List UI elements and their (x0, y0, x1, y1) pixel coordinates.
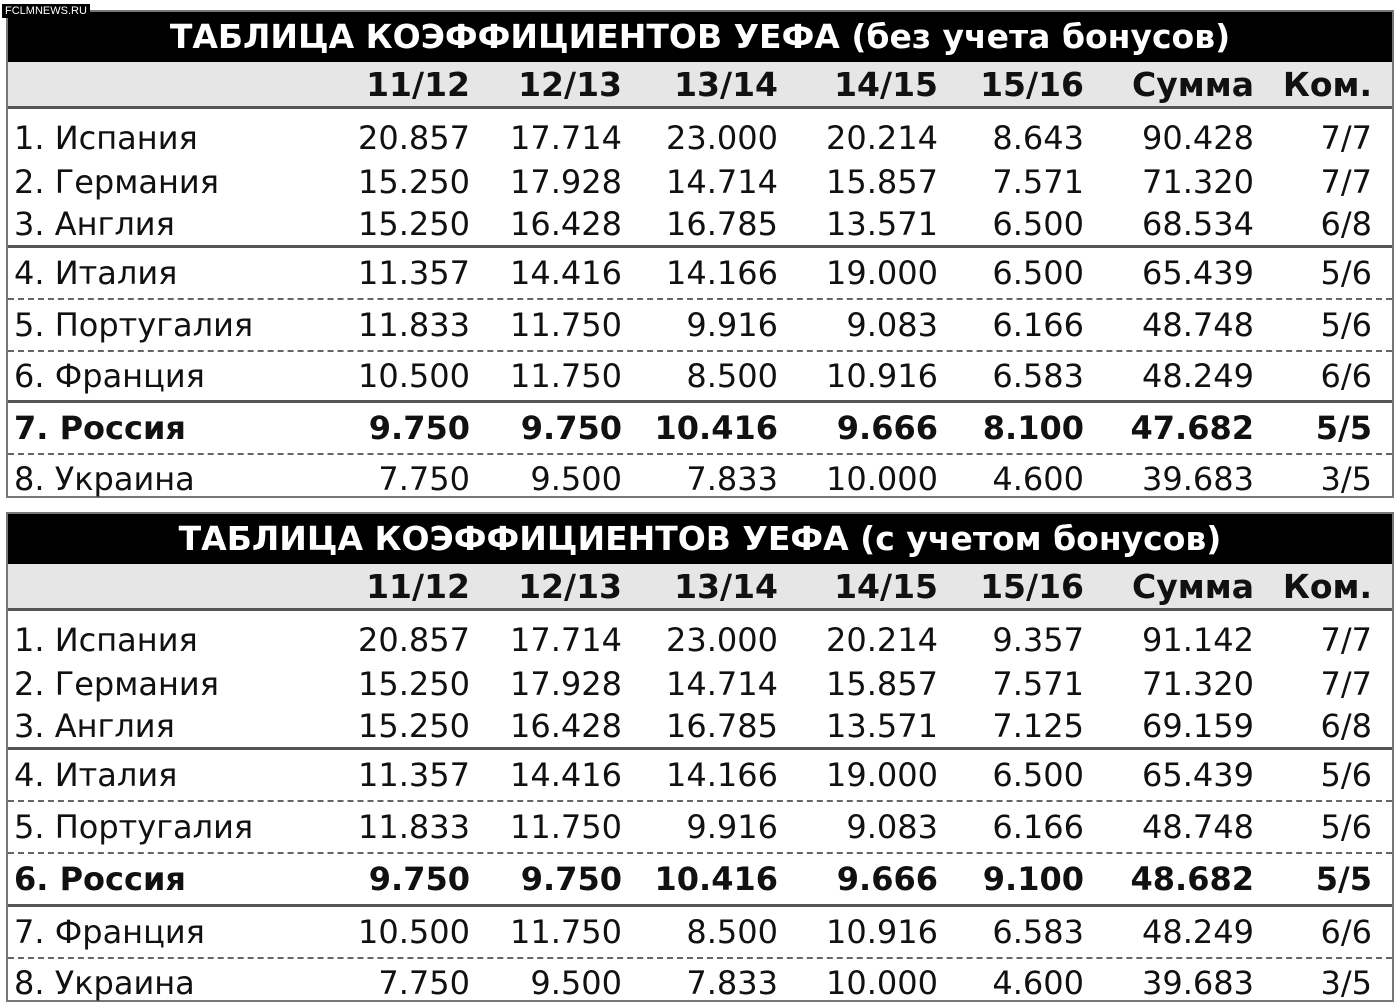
table-row (8, 800, 1392, 852)
cell-season-14-15: 10.916 (826, 913, 938, 951)
cell-season-12-13: 11.750 (510, 306, 622, 344)
row-country-name: 2. Германия (14, 665, 219, 703)
cell-season-12-13: 9.500 (530, 964, 622, 1002)
cell-season-12-13: 11.750 (510, 357, 622, 395)
table-header-row (8, 62, 1392, 109)
cell-total: 71.320 (1142, 163, 1254, 201)
cell-season-15-16: 9.357 (992, 621, 1084, 659)
cell-season-11-12: 15.250 (358, 665, 470, 703)
table-row (8, 852, 1392, 904)
cell-teams: 3/5 (1320, 460, 1372, 498)
cell-season-14-15: 9.083 (846, 808, 938, 846)
table-row (8, 957, 1392, 1007)
row-country-name: 1. Испания (14, 621, 198, 659)
cell-season-13-14: 23.000 (666, 621, 778, 659)
table-row (8, 611, 1392, 663)
cell-season-14-15: 10.000 (826, 964, 938, 1002)
column-header-season-12-13: 12/13 (518, 566, 622, 606)
cell-season-14-15: 9.083 (846, 306, 938, 344)
cell-season-14-15: 13.571 (826, 707, 938, 745)
cell-teams: 5/5 (1315, 860, 1372, 898)
watermark: FCLMNEWS.RU (2, 4, 90, 18)
column-header-season-12-13: 12/13 (518, 64, 622, 104)
cell-teams: 7/7 (1320, 163, 1372, 201)
row-country-name: 5. Португалия (14, 808, 254, 846)
cell-season-12-13: 9.500 (530, 460, 622, 498)
column-header-total: Сумма (1132, 64, 1254, 104)
cell-season-11-12: 7.750 (378, 964, 470, 1002)
cell-season-12-13: 14.416 (510, 756, 622, 794)
cell-season-15-16: 4.600 (992, 964, 1084, 1002)
cell-season-15-16: 8.100 (982, 409, 1084, 447)
cell-season-11-12: 11.833 (358, 808, 470, 846)
row-country-name: 8. Украина (14, 460, 195, 498)
cell-season-12-13: 11.750 (510, 913, 622, 951)
cell-season-13-14: 16.785 (666, 205, 778, 243)
cell-season-11-12: 9.750 (368, 409, 470, 447)
cell-season-11-12: 20.857 (358, 119, 470, 157)
cell-season-12-13: 16.428 (510, 707, 622, 745)
cell-season-15-16: 6.500 (992, 756, 1084, 794)
cell-total: 48.748 (1142, 306, 1254, 344)
cell-season-13-14: 14.166 (666, 756, 778, 794)
row-country-name: 4. Италия (14, 254, 178, 292)
cell-total: 47.682 (1130, 409, 1254, 447)
cell-season-14-15: 9.666 (836, 409, 938, 447)
cell-season-11-12: 7.750 (378, 460, 470, 498)
table-row (8, 245, 1392, 298)
table-title: ТАБЛИЦА КОЭФФИЦИЕНТОВ УЕФА (с учетом бонусов) (8, 514, 1392, 564)
cell-season-14-15: 13.571 (826, 205, 938, 243)
cell-season-14-15: 10.000 (826, 460, 938, 498)
cell-season-12-13: 17.714 (510, 621, 622, 659)
cell-season-12-13: 17.928 (510, 665, 622, 703)
cell-season-13-14: 14.714 (666, 665, 778, 703)
cell-season-11-12: 11.833 (358, 306, 470, 344)
cell-season-12-13: 9.750 (520, 409, 622, 447)
cell-teams: 5/6 (1320, 808, 1372, 846)
cell-season-14-15: 19.000 (826, 254, 938, 292)
column-header-season-13-14: 13/14 (674, 566, 778, 606)
cell-season-11-12: 11.357 (358, 254, 470, 292)
cell-season-15-16: 7.125 (992, 707, 1084, 745)
cell-season-11-12: 15.250 (358, 163, 470, 201)
cell-season-11-12: 10.500 (358, 913, 470, 951)
row-country-name: 3. Англия (14, 707, 175, 745)
table-row (8, 705, 1392, 747)
table-row (8, 400, 1392, 453)
cell-season-12-13: 17.928 (510, 163, 622, 201)
cell-total: 91.142 (1142, 621, 1254, 659)
cell-teams: 5/6 (1320, 254, 1372, 292)
cell-total: 71.320 (1142, 665, 1254, 703)
cell-teams: 5/5 (1315, 409, 1372, 447)
cell-season-12-13: 9.750 (520, 860, 622, 898)
row-country-name: 3. Англия (14, 205, 175, 243)
cell-teams: 5/6 (1320, 756, 1372, 794)
row-country-name: 2. Германия (14, 163, 219, 201)
row-country-name: 7. Россия (14, 409, 186, 447)
cell-season-12-13: 17.714 (510, 119, 622, 157)
cell-season-15-16: 8.643 (992, 119, 1084, 157)
table-row (8, 453, 1392, 503)
cell-season-13-14: 9.916 (686, 306, 778, 344)
cell-season-13-14: 23.000 (666, 119, 778, 157)
cell-season-12-13: 16.428 (510, 205, 622, 243)
table-row (8, 350, 1392, 400)
cell-season-13-14: 8.500 (686, 357, 778, 395)
cell-season-14-15: 20.214 (826, 119, 938, 157)
row-country-name: 4. Италия (14, 756, 178, 794)
table-title: ТАБЛИЦА КОЭФФИЦИЕНТОВ УЕФА (без учета бонусов) (8, 12, 1392, 62)
cell-season-15-16: 6.166 (992, 808, 1084, 846)
column-header-season-13-14: 13/14 (674, 64, 778, 104)
table-row (8, 161, 1392, 203)
table-row (8, 298, 1392, 350)
cell-total: 90.428 (1142, 119, 1254, 157)
column-header-teams: Ком. (1282, 64, 1372, 104)
cell-season-14-15: 15.857 (826, 665, 938, 703)
cell-season-14-15: 19.000 (826, 756, 938, 794)
cell-season-15-16: 6.500 (992, 205, 1084, 243)
cell-season-13-14: 14.714 (666, 163, 778, 201)
cell-total: 69.159 (1142, 707, 1254, 745)
cell-teams: 7/7 (1320, 621, 1372, 659)
row-country-name: 7. Франция (14, 913, 205, 951)
cell-season-15-16: 6.166 (992, 306, 1084, 344)
table-row (8, 904, 1392, 957)
cell-teams: 7/7 (1320, 119, 1372, 157)
cell-season-14-15: 10.916 (826, 357, 938, 395)
cell-season-13-14: 10.416 (654, 409, 778, 447)
table-row (8, 663, 1392, 705)
cell-season-15-16: 6.500 (992, 254, 1084, 292)
cell-season-14-15: 15.857 (826, 163, 938, 201)
cell-teams: 6/8 (1320, 707, 1372, 745)
cell-total: 65.439 (1142, 254, 1254, 292)
cell-season-13-14: 16.785 (666, 707, 778, 745)
cell-season-15-16: 9.100 (982, 860, 1084, 898)
cell-total: 39.683 (1142, 460, 1254, 498)
cell-teams: 3/5 (1320, 964, 1372, 1002)
cell-total: 48.682 (1130, 860, 1254, 898)
cell-season-11-12: 9.750 (368, 860, 470, 898)
cell-season-12-13: 11.750 (510, 808, 622, 846)
table-row (8, 747, 1392, 800)
cell-season-11-12: 20.857 (358, 621, 470, 659)
cell-total: 48.249 (1142, 913, 1254, 951)
cell-total: 68.534 (1142, 205, 1254, 243)
column-header-season-14-15: 14/15 (834, 64, 938, 104)
column-header-season-15-16: 15/16 (980, 566, 1084, 606)
row-country-name: 1. Испания (14, 119, 198, 157)
cell-season-13-14: 14.166 (666, 254, 778, 292)
cell-teams: 6/6 (1320, 913, 1372, 951)
row-country-name: 8. Украина (14, 964, 195, 1002)
cell-season-15-16: 6.583 (992, 357, 1084, 395)
table-header-row (8, 564, 1392, 611)
cell-total: 48.748 (1142, 808, 1254, 846)
cell-season-13-14: 7.833 (686, 460, 778, 498)
column-header-total: Сумма (1132, 566, 1254, 606)
column-header-season-15-16: 15/16 (980, 64, 1084, 104)
cell-season-13-14: 7.833 (686, 964, 778, 1002)
cell-season-11-12: 15.250 (358, 205, 470, 243)
cell-season-14-15: 9.666 (836, 860, 938, 898)
cell-season-15-16: 7.571 (992, 163, 1084, 201)
cell-teams: 6/6 (1320, 357, 1372, 395)
cell-season-15-16: 7.571 (992, 665, 1084, 703)
cell-season-11-12: 10.500 (358, 357, 470, 395)
cell-teams: 5/6 (1320, 306, 1372, 344)
cell-total: 39.683 (1142, 964, 1254, 1002)
row-country-name: 5. Португалия (14, 306, 254, 344)
cell-season-13-14: 8.500 (686, 913, 778, 951)
cell-season-12-13: 14.416 (510, 254, 622, 292)
coefficients-table-without-bonus (6, 10, 1394, 498)
cell-season-15-16: 6.583 (992, 913, 1084, 951)
cell-total: 65.439 (1142, 756, 1254, 794)
cell-season-15-16: 4.600 (992, 460, 1084, 498)
column-header-season-11-12: 11/12 (366, 566, 470, 606)
cell-season-11-12: 15.250 (358, 707, 470, 745)
cell-season-13-14: 9.916 (686, 808, 778, 846)
coefficients-table-with-bonus (6, 512, 1394, 1002)
cell-total: 48.249 (1142, 357, 1254, 395)
table-row (8, 109, 1392, 161)
cell-season-11-12: 11.357 (358, 756, 470, 794)
cell-season-14-15: 20.214 (826, 621, 938, 659)
column-header-season-14-15: 14/15 (834, 566, 938, 606)
cell-teams: 6/8 (1320, 205, 1372, 243)
column-header-season-11-12: 11/12 (366, 64, 470, 104)
row-country-name: 6. Россия (14, 860, 186, 898)
row-country-name: 6. Франция (14, 357, 205, 395)
cell-teams: 7/7 (1320, 665, 1372, 703)
cell-season-13-14: 10.416 (654, 860, 778, 898)
column-header-teams: Ком. (1282, 566, 1372, 606)
table-row (8, 203, 1392, 245)
